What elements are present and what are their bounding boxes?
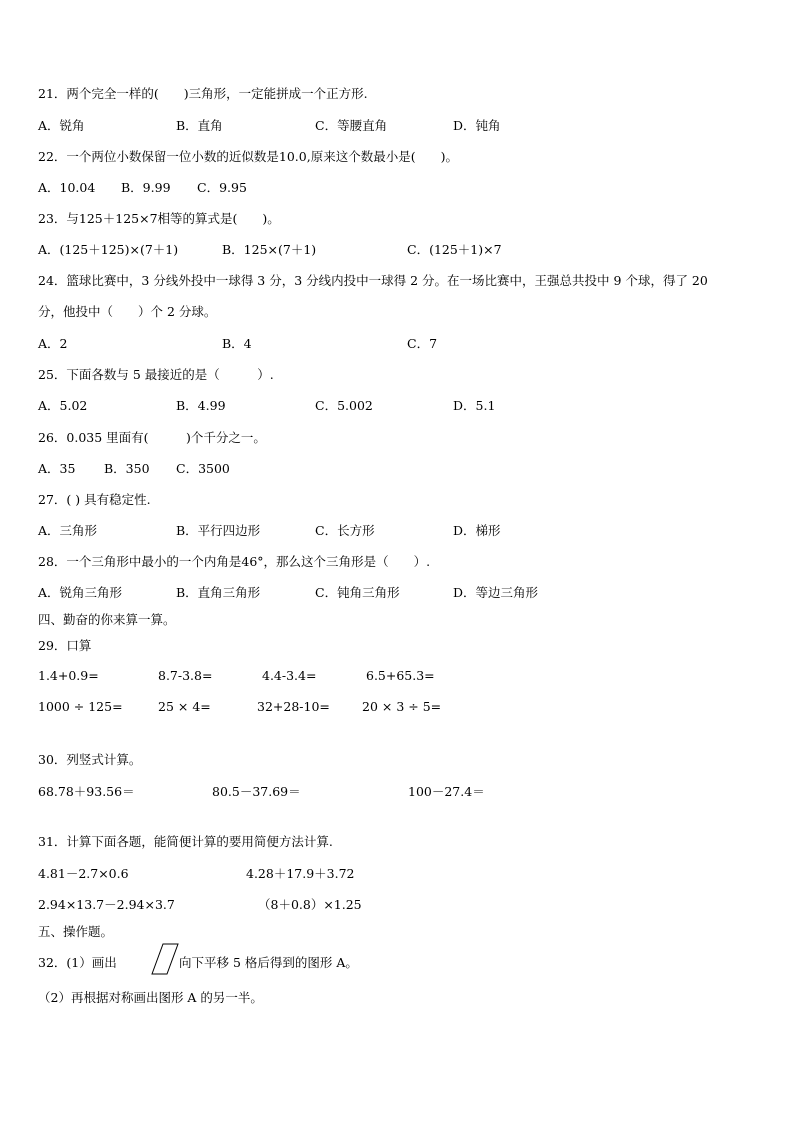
q29-item: 4.4-3.4=	[262, 668, 317, 683]
q28-option-a: A．锐角三角形	[38, 585, 123, 600]
q24-stem-line1: 24．篮球比赛中，3 分线外投中一球得 3 分，3 分线内投中一球得 2 分。在一场比赛中，王强总共投中 9 个球，得了 20	[38, 273, 708, 288]
q32-part1-prefix: 32．(1）画出	[38, 955, 117, 970]
parallelogram-figure	[151, 943, 179, 975]
q31-item: （8＋0.8）×1.25	[258, 897, 362, 912]
q25-option-d: D．5.1	[453, 398, 496, 413]
q29-item: 32+28-10=	[257, 699, 330, 714]
q24-option-b: B．4	[222, 336, 252, 351]
q22-stem: 22．一个两位小数保留一位小数的近似数是10.0,原来这个数最小是( )。	[38, 149, 458, 164]
q29-item: 1.4+0.9=	[38, 668, 99, 683]
q31-item: 4.81－2.7×0.6	[38, 866, 129, 881]
q30-stem: 30．列竖式计算。	[38, 752, 142, 767]
q26-option-b: B．350	[104, 461, 150, 476]
q32-part2: （2）再根据对称画出图形 A 的另一半。	[38, 990, 263, 1005]
q29-item: 1000 ÷ 125=	[38, 699, 123, 714]
q25-stem: 25．下面各数与 5 最接近的是（ ）.	[38, 367, 274, 382]
q28-option-b: B．直角三角形	[176, 585, 261, 600]
q23-stem: 23．与125＋125×7相等的算式是( )。	[38, 211, 280, 226]
q22-option-c: C．9.95	[197, 180, 247, 195]
q21-stem: 21．两个完全一样的( )三角形，一定能拼成一个正方形.	[38, 86, 368, 101]
q22-option-a: A．10.04	[38, 180, 96, 195]
q31-item: 2.94×13.7－2.94×3.7	[38, 897, 175, 912]
q26-option-a: A．35	[38, 461, 76, 476]
q21-option-d: D．钝角	[453, 118, 501, 133]
q29-item: 20 × 3 ÷ 5=	[362, 699, 442, 714]
q22-option-b: B．9.99	[121, 180, 171, 195]
q24-option-c: C．7	[407, 336, 438, 351]
q30-item: 68.78＋93.56＝	[38, 784, 135, 799]
q29-stem: 29．口算	[38, 638, 92, 653]
q25-option-b: B．4.99	[176, 398, 226, 413]
q23-option-b: B．125×(7＋1)	[222, 242, 317, 257]
section-4-heading: 四、勤奋的你来算一算。	[38, 612, 176, 627]
q24-stem-line2: 分，他投中（ ）个 2 分球。	[38, 304, 217, 319]
q27-option-a: A．三角形	[38, 523, 98, 538]
q29-item: 25 × 4=	[158, 699, 211, 714]
q24-option-a: A．2	[38, 336, 68, 351]
q27-option-b: B．平行四边形	[176, 523, 261, 538]
q31-stem: 31．计算下面各题，能简便计算的要用简便方法计算.	[38, 834, 333, 849]
q29-item: 6.5+65.3=	[366, 668, 435, 683]
q21-option-c: C．等腰直角	[315, 118, 388, 133]
q30-item: 100－27.4＝	[408, 784, 485, 799]
q27-option-d: D．梯形	[453, 523, 501, 538]
q21-option-a: A．锐角	[38, 118, 85, 133]
section-5-heading: 五、操作题。	[38, 924, 114, 939]
q32-part1-suffix: 向下平移 5 格后得到的图形 A。	[179, 955, 358, 970]
q25-option-c: C．5.002	[315, 398, 373, 413]
q27-stem: 27．( ) 具有稳定性.	[38, 492, 151, 507]
q30-item: 80.5－37.69＝	[212, 784, 301, 799]
q23-option-a: A．(125＋125)×(7＋1)	[38, 242, 179, 257]
q27-option-c: C．长方形	[315, 523, 375, 538]
q31-item: 4.28＋17.9＋3.72	[246, 866, 355, 881]
q25-option-a: A．5.02	[38, 398, 88, 413]
q26-stem: 26．0.035 里面有( )个千分之一。	[38, 430, 266, 445]
q29-item: 8.7-3.8=	[158, 668, 213, 683]
q26-option-c: C．3500	[176, 461, 230, 476]
q28-option-c: C．钝角三角形	[315, 585, 400, 600]
q28-option-d: D．等边三角形	[453, 585, 539, 600]
q23-option-c: C．(125＋1)×7	[407, 242, 502, 257]
q21-option-b: B．直角	[176, 118, 223, 133]
q28-stem: 28．一个三角形中最小的一个内角是46°，那么这个三角形是（ ）.	[38, 554, 431, 569]
